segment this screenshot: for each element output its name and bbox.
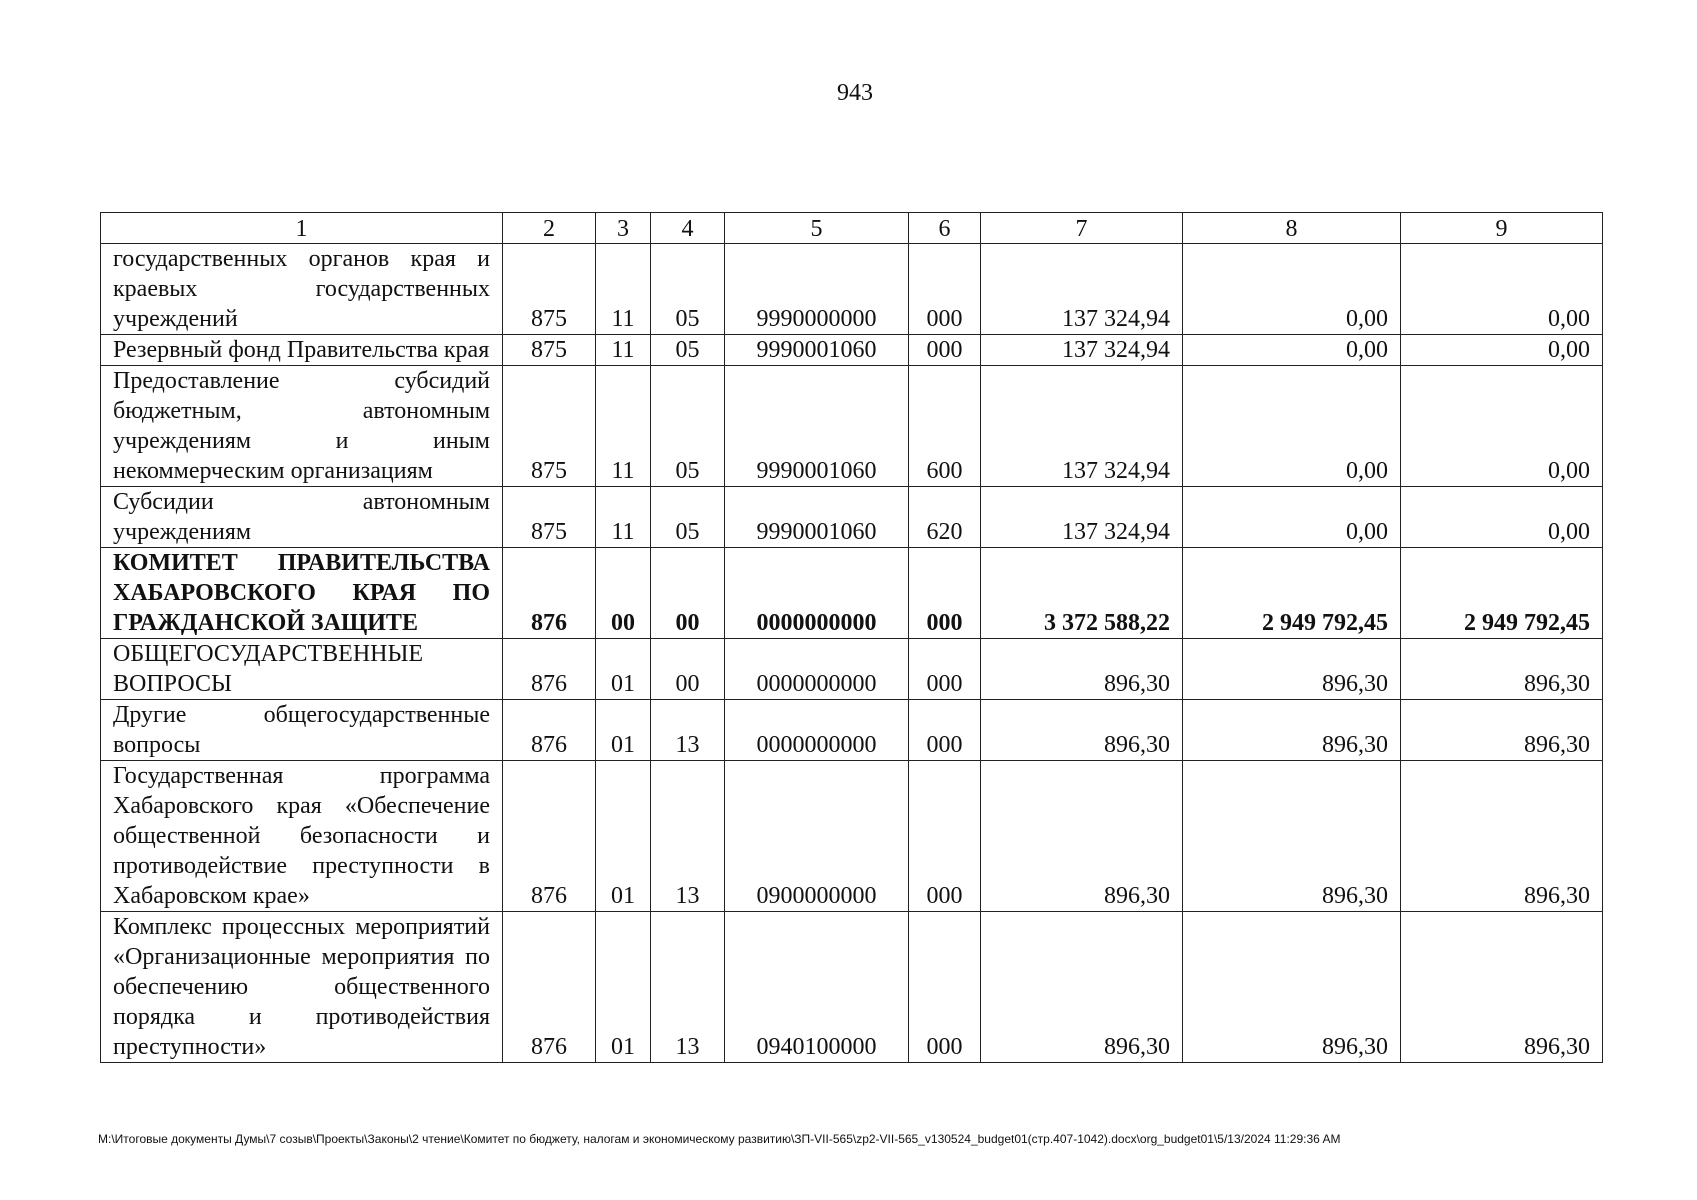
cell-admin-code: 875 [503,366,596,487]
column-header: 4 [651,213,725,244]
cell-admin-code: 875 [503,244,596,335]
row-name: Комплекс процессных мероприятий «Организационные мероприятия по обеспечению общественного порядка и противодействия преступности» [101,912,503,1063]
cell-admin-code: 876 [503,912,596,1063]
cell-subsection: 00 [651,639,725,700]
cell-target-article: 0000000000 [725,700,909,761]
cell-expense-type: 620 [909,487,981,548]
row-name: ОБЩЕГОСУДАРСТВЕННЫЕ ВОПРОСЫ [101,639,503,700]
row-name: государственных органов края и краевых государственных учреждений [101,244,503,335]
cell-admin-code: 876 [503,639,596,700]
cell-subsection: 13 [651,700,725,761]
cell-amount-8: 0,00 [1183,366,1401,487]
cell-subsection: 05 [651,244,725,335]
row-name: Государственная программа Хабаровского края «Обеспечение общественной безопасности и противодействие преступности в Хабаровском крае» [101,761,503,912]
cell-subsection: 13 [651,761,725,912]
cell-amount-8: 0,00 [1183,487,1401,548]
cell-section: 11 [596,366,651,487]
table-row [101,761,1603,912]
cell-target-article: 9990001060 [725,366,909,487]
table-row [101,639,1603,700]
cell-expense-type: 000 [909,912,981,1063]
cell-amount-7: 896,30 [981,639,1183,700]
cell-amount-7: 3 372 588,22 [981,548,1183,639]
column-header: 8 [1183,213,1401,244]
cell-amount-7: 896,30 [981,912,1183,1063]
cell-amount-7: 896,30 [981,761,1183,912]
cell-amount-9: 896,30 [1401,700,1603,761]
cell-subsection: 05 [651,335,725,366]
row-name: Другие общегосударственные вопросы [101,700,503,761]
cell-admin-code: 876 [503,548,596,639]
cell-amount-9: 896,30 [1401,912,1603,1063]
cell-section: 01 [596,761,651,912]
cell-amount-9: 896,30 [1401,639,1603,700]
document-file-path-footer: M:\Итоговые документы Думы\7 созыв\Проекты\Законы\2 чтение\Комитет по бюджету, налогам и экономическому развитию\ЗП-VII-565\zp2-VII-565_v130524_budget01(стр.407-1042).docx\org_budget01\5/13/2024 11:29:36 AM [98,1132,1341,1146]
cell-amount-9: 0,00 [1401,335,1603,366]
cell-subsection: 13 [651,912,725,1063]
cell-amount-8: 0,00 [1183,335,1401,366]
cell-section: 11 [596,244,651,335]
cell-amount-9: 2 949 792,45 [1401,548,1603,639]
budget-table [100,212,1603,1063]
cell-section: 11 [596,487,651,548]
table-header-row [101,213,1603,244]
cell-section: 01 [596,639,651,700]
row-name: КОМИТЕТ ПРАВИТЕЛЬСТВА ХАБАРОВСКОГО КРАЯ ПО ГРАЖДАНСКОЙ ЗАЩИТЕ [101,548,503,639]
column-header: 9 [1401,213,1603,244]
cell-amount-7: 896,30 [981,700,1183,761]
cell-amount-9: 896,30 [1401,761,1603,912]
cell-expense-type: 000 [909,700,981,761]
cell-expense-type: 000 [909,548,981,639]
cell-expense-type: 000 [909,335,981,366]
cell-amount-7: 137 324,94 [981,487,1183,548]
cell-admin-code: 876 [503,700,596,761]
table-row [101,244,1603,335]
table-row [101,912,1603,1063]
cell-amount-8: 896,30 [1183,639,1401,700]
cell-section: 11 [596,335,651,366]
cell-amount-9: 0,00 [1401,366,1603,487]
cell-subsection: 05 [651,366,725,487]
cell-section: 01 [596,912,651,1063]
cell-amount-7: 137 324,94 [981,244,1183,335]
table-row-section-heading [101,548,1603,639]
cell-amount-8: 896,30 [1183,700,1401,761]
cell-amount-7: 137 324,94 [981,335,1183,366]
row-name: Субсидии автономным учреждениям [101,487,503,548]
cell-admin-code: 875 [503,487,596,548]
cell-expense-type: 000 [909,244,981,335]
column-header: 6 [909,213,981,244]
cell-target-article: 0940100000 [725,912,909,1063]
cell-amount-7: 137 324,94 [981,366,1183,487]
cell-section: 01 [596,700,651,761]
cell-admin-code: 875 [503,335,596,366]
cell-expense-type: 600 [909,366,981,487]
table-row [101,700,1603,761]
cell-subsection: 00 [651,548,725,639]
cell-subsection: 05 [651,487,725,548]
column-header: 3 [596,213,651,244]
row-name: Резервный фонд Правительства края [101,335,503,366]
cell-section: 00 [596,548,651,639]
table-row [101,366,1603,487]
cell-target-article: 0000000000 [725,639,909,700]
column-header: 2 [503,213,596,244]
cell-amount-8: 2 949 792,45 [1183,548,1401,639]
column-header: 5 [725,213,909,244]
cell-expense-type: 000 [909,761,981,912]
table-row [101,335,1603,366]
row-name: Предоставление субсидий бюджетным, автономным учреждениям и иным некоммерческим организациям [101,366,503,487]
column-header: 1 [101,213,503,244]
page-number: 943 [837,80,873,106]
cell-target-article: 9990000000 [725,244,909,335]
column-header: 7 [981,213,1183,244]
cell-amount-8: 0,00 [1183,244,1401,335]
cell-target-article: 9990001060 [725,335,909,366]
cell-amount-9: 0,00 [1401,487,1603,548]
table-row [101,487,1603,548]
cell-amount-8: 896,30 [1183,912,1401,1063]
cell-admin-code: 876 [503,761,596,912]
cell-target-article: 9990001060 [725,487,909,548]
cell-target-article: 0000000000 [725,548,909,639]
cell-target-article: 0900000000 [725,761,909,912]
cell-amount-8: 896,30 [1183,761,1401,912]
cell-amount-9: 0,00 [1401,244,1603,335]
cell-expense-type: 000 [909,639,981,700]
